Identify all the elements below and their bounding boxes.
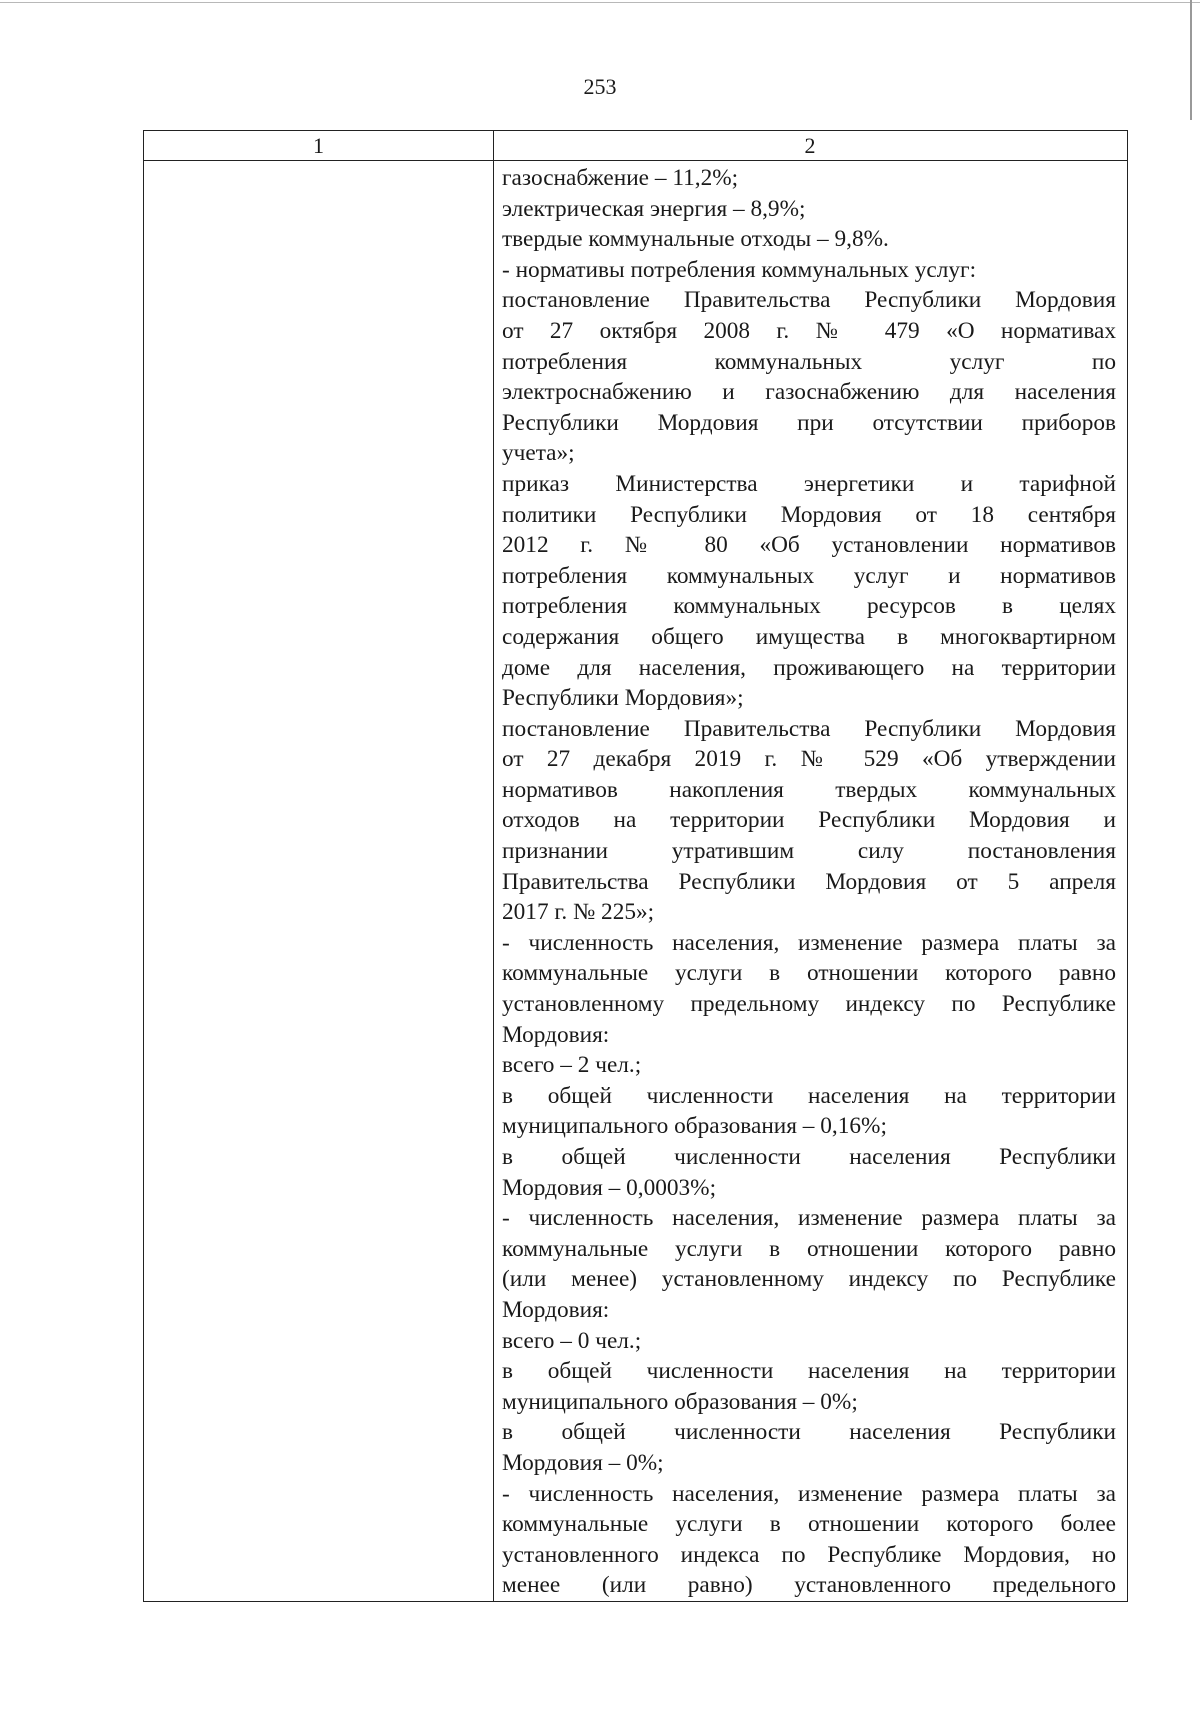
text-line: постановление Правительства Республики Мордовия [502,287,1116,314]
text-line: признании утратившим силу постановления [502,838,1116,865]
text-line: отходов на территории Республики Мордовия и [502,807,1116,834]
text-line: потребления коммунальных ресурсов в целях [502,593,1116,620]
text-line: - нормативы потребления коммунальных услуг: [502,256,977,283]
text-line: в общей численности населения Республики [502,1419,1116,1446]
text-line: от 27 декабря 2019 г. № 529 «Об утверждении [502,746,1116,773]
text-line: в общей численности населения на территории [502,1082,1116,1109]
text-line: политики Республики Мордовия от 18 сентября [502,501,1116,528]
text-line: Правительства Республики Мордовия от 5 апреля [502,868,1116,895]
text-line: газоснабжение – 11,2%; [502,165,739,191]
text-line: установленного индекса по Республике Мордовия, но [502,1541,1116,1568]
text-line: коммунальные услуги в отношении которого более [502,1511,1116,1538]
text-line: (или менее) установленному индексу по Республике [502,1266,1116,1293]
text-line: Мордовия – 0,0003%; [502,1174,717,1201]
table-cell-column-2 [502,163,1116,1601]
text-line: нормативов накопления твердых коммунальных [502,776,1116,803]
text-line: всего – 2 чел.; [502,1052,642,1079]
text-line: муниципального образования – 0%; [502,1388,858,1415]
text-line: коммунальные услуги в отношении которого равно [502,960,1116,987]
text-line: Мордовия: [502,1296,610,1323]
text-line: Мордовия: [502,1021,610,1048]
table-header-row [144,131,1127,161]
text-line: содержания общего имущества в многоквартирном [502,623,1116,650]
text-line: постановление Правительства Республики Мордовия [502,715,1116,742]
text-line: в общей численности населения на территории [502,1358,1116,1385]
text-line: твердые коммунальные отходы – 9,8%. [502,226,889,253]
text-line: муниципального образования – 0,16%; [502,1113,887,1140]
text-line: 2012 г. № 80 «Об установлении нормативов [502,532,1116,559]
text-line: Мордовия – 0%; [502,1449,664,1476]
text-line: менее (или равно) установленного предельного [502,1572,1116,1599]
column-divider [493,131,494,1601]
text-line: коммунальные услуги в отношении которого равно [502,1235,1116,1262]
text-line: от 27 октября 2008 г. № 479 «О нормативах [502,317,1116,344]
document-table [143,130,1128,1602]
text-line: - численность населения, изменение размера платы за [502,1480,1116,1507]
text-line: доме для населения, проживающего на территории [502,654,1116,681]
text-line: потребления коммунальных услуг по [502,348,1116,375]
text-line: - численность населения, изменение размера платы за [502,1205,1116,1232]
text-line: 2017 г. № 225»; [502,899,655,926]
text-line: электрическая энергия – 8,9%; [502,195,806,222]
text-line: приказ Министерства энергетики и тарифной [502,470,1116,497]
text-line: Республики Мордовия»; [502,685,744,712]
table-header-column-1: 1 [313,133,324,158]
table-cell-column-1 [144,161,493,1601]
text-line: учета»; [502,440,575,467]
text-line: - численность населения, изменение размера платы за [502,929,1116,956]
page-number: 253 [583,74,617,99]
table-header-column-2: 2 [804,133,816,158]
text-line: установленному предельному индексу по Республике [502,991,1116,1018]
text-line: всего – 0 чел.; [502,1327,642,1354]
text-line: Республики Мордовия при отсутствии приборов [502,409,1116,436]
scan-edge-top [0,2,1200,3]
text-line: электроснабжению и газоснабжению для населения [502,379,1116,406]
text-line: потребления коммунальных услуг и нормативов [502,562,1116,589]
text-line: в общей численности населения Республики [502,1144,1116,1170]
scan-edge-right [1190,0,1192,120]
